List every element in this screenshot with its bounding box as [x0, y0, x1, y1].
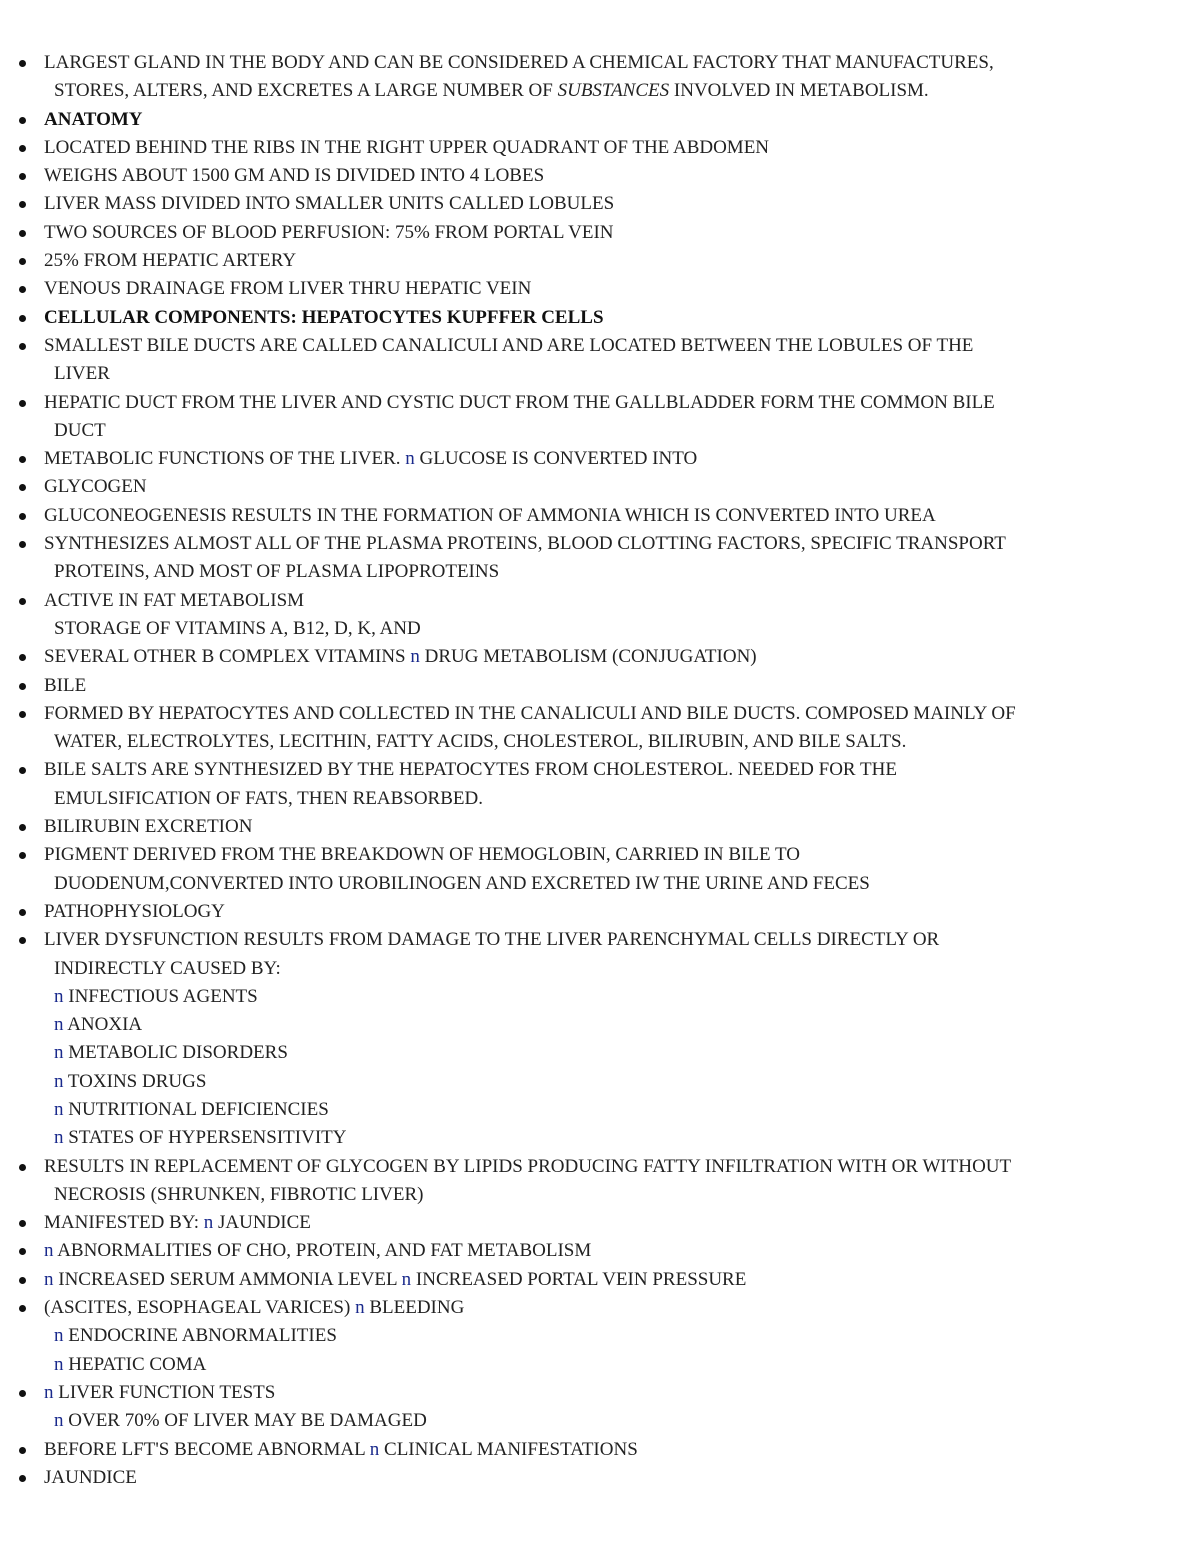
- text-segment: OVER 70% OF LIVER MAY BE DAMAGED: [63, 1410, 427, 1432]
- text-segment: 25% FROM HEPATIC ARTERY: [44, 250, 297, 272]
- bullet-item: [18, 587, 1178, 615]
- text-segment: LIVER FUNCTION TESTS: [53, 1381, 276, 1403]
- text-segment: GLUCOSE IS CONVERTED INTO: [414, 448, 698, 470]
- continuation-line: [18, 1181, 1178, 1209]
- bullet-icon: [19, 1277, 26, 1284]
- continuation-line: [18, 785, 1178, 813]
- bullet-icon: [19, 230, 26, 237]
- text-segment: GLUCONEOGENESIS RESULTS IN THE FORMATION OF AMMONIA WHICH IS CONVERTED INTO UREA: [44, 504, 936, 526]
- sub-bullet-marker: n: [401, 1268, 412, 1290]
- bullet-icon: [19, 173, 26, 180]
- bullet-item: [18, 219, 1178, 247]
- bullet-icon: [19, 598, 26, 605]
- continuation-line: [18, 417, 1178, 445]
- bullet-icon: [19, 484, 26, 491]
- bullet-item: [18, 700, 1178, 728]
- text-segment: JAUNDICE: [213, 1212, 311, 1234]
- text-segment: METABOLIC FUNCTIONS OF THE LIVER.: [44, 448, 406, 470]
- bullet-item: [18, 134, 1178, 162]
- bullet-item: [18, 49, 1178, 77]
- text-segment: SMALLEST BILE DUCTS ARE CALLED CANALICULI AND ARE LOCATED BETWEEN THE LOBULES OF THE: [44, 334, 974, 356]
- sub-bullet-marker: n: [54, 985, 64, 1007]
- bullet-icon: [19, 1248, 26, 1255]
- bullet-icon: [19, 286, 26, 293]
- text-segment: LIVER DYSFUNCTION RESULTS FROM DAMAGE TO THE LIVER PARENCHYMAL CELLS DIRECTLY OR: [44, 929, 940, 951]
- bullet-icon: [19, 315, 26, 322]
- sub-bullet-marker: n: [410, 646, 420, 668]
- sub-bullet-marker: n: [44, 1381, 54, 1403]
- text-segment: WATER, ELECTROLYTES, LECITHIN, FATTY ACIDS, CHOLESTEROL, BILIRUBIN, AND BILE SALTS.: [54, 731, 907, 753]
- sub-bullet-marker: n: [54, 1014, 64, 1036]
- sub-bullet-marker: n: [44, 1268, 54, 1290]
- bullet-icon: [19, 1305, 26, 1312]
- text-segment: ACTIVE IN FAT METABOLISM: [44, 589, 305, 611]
- bullet-item: [18, 1436, 1178, 1464]
- continuation-line: [18, 870, 1178, 898]
- bullet-item: [18, 1294, 1178, 1322]
- bullet-item: [18, 898, 1178, 926]
- continuation-line: [18, 1407, 1178, 1435]
- bullet-item: [18, 389, 1178, 417]
- heading-text: ANATOMY: [44, 108, 143, 130]
- bullet-item: [18, 502, 1178, 530]
- text-segment: INCREASED SERUM AMMONIA LEVEL: [53, 1268, 402, 1290]
- sub-bullet-marker: n: [203, 1212, 214, 1234]
- text-segment: LIVER: [54, 363, 110, 385]
- text-segment: STATES OF HYPERSENSITIVITY: [63, 1127, 347, 1149]
- bullet-icon: [19, 456, 26, 463]
- text-segment: ENDOCRINE ABNORMALITIES: [63, 1325, 337, 1347]
- text-segment: WEIGHS ABOUT 1500 GM AND IS DIVIDED INTO 4 LOBES: [44, 165, 545, 187]
- bullet-item: [18, 106, 1178, 134]
- text-segment: NUTRITIONAL DEFICIENCIES: [63, 1098, 329, 1120]
- continuation-line: [18, 1322, 1178, 1350]
- text-segment: CLINICAL MANIFESTATIONS: [379, 1438, 638, 1460]
- text-segment: VENOUS DRAINAGE FROM LIVER THRU HEPATIC VEIN: [44, 278, 532, 300]
- bullet-icon: [19, 909, 26, 916]
- text-segment: INFECTIOUS AGENTS: [63, 985, 258, 1007]
- continuation-line: [18, 1124, 1178, 1152]
- sub-bullet-marker: n: [54, 1127, 64, 1149]
- bullet-icon: [19, 1220, 26, 1227]
- continuation-line: [18, 728, 1178, 756]
- bullet-icon: [19, 683, 26, 690]
- bullet-item: [18, 1464, 1178, 1492]
- bullet-item: [18, 275, 1178, 303]
- bullet-icon: [19, 1447, 26, 1454]
- text-segment: BLEEDING: [364, 1297, 465, 1319]
- bullet-icon: [19, 1475, 26, 1482]
- text-segment: HEPATIC COMA: [63, 1353, 207, 1375]
- continuation-line: [18, 360, 1178, 388]
- bullet-icon: [19, 654, 26, 661]
- bullet-icon: [19, 117, 26, 124]
- text-segment: JAUNDICE: [44, 1466, 137, 1488]
- sub-bullet-marker: n: [369, 1438, 380, 1460]
- bullet-icon: [19, 145, 26, 152]
- text-segment: INCREASED PORTAL VEIN PRESSURE: [411, 1268, 747, 1290]
- sub-bullet-marker: n: [405, 448, 415, 470]
- text-segment: STORES, ALTERS, AND EXCRETES A LARGE NUMBER OF: [54, 80, 558, 102]
- bullet-icon: [19, 258, 26, 265]
- bullet-item: [18, 247, 1178, 275]
- text-segment: NECROSIS (SHRUNKEN, FIBROTIC LIVER): [54, 1183, 424, 1205]
- continuation-line: [18, 1011, 1178, 1039]
- bullet-item: [18, 1266, 1178, 1294]
- text-segment: METABOLIC DISORDERS: [63, 1042, 288, 1064]
- text-segment: MANIFESTED BY:: [44, 1212, 204, 1234]
- continuation-line: [18, 1039, 1178, 1067]
- bullet-item: [18, 756, 1178, 784]
- text-segment: INVOLVED IN METABOLISM.: [669, 80, 929, 102]
- continuation-line: [18, 983, 1178, 1011]
- bullet-icon: [19, 824, 26, 831]
- text-segment: DUODENUM,CONVERTED INTO UROBILINOGEN AND EXCRETED IW THE URINE AND FECES: [54, 872, 870, 894]
- bullet-item: [18, 643, 1178, 671]
- bullet-icon: [19, 852, 26, 859]
- bullet-item: [18, 672, 1178, 700]
- bullet-icon: [19, 541, 26, 548]
- bullet-icon: [19, 400, 26, 407]
- text-segment: SYNTHESIZES ALMOST ALL OF THE PLASMA PROTEINS, BLOOD CLOTTING FACTORS, SPECIFIC TRANSPORT: [44, 533, 1006, 555]
- bullet-item: [18, 332, 1178, 360]
- bullet-icon: [19, 201, 26, 208]
- bullet-item: [18, 926, 1178, 954]
- continuation-line: [18, 1068, 1178, 1096]
- bullet-item: [18, 1379, 1178, 1407]
- bullet-item: [18, 473, 1178, 501]
- text-segment: LOCATED BEHIND THE RIBS IN THE RIGHT UPPER QUADRANT OF THE ABDOMEN: [44, 136, 770, 158]
- bullet-icon: [19, 60, 26, 67]
- continuation-line: [18, 77, 1178, 105]
- text-segment: BILE: [44, 674, 87, 696]
- heading-text: CELLULAR COMPONENTS: HEPATOCYTES KUPFFER CELLS: [44, 306, 604, 328]
- text-segment: BEFORE LFT'S BECOME ABNORMAL: [44, 1438, 370, 1460]
- text-segment: LIVER MASS DIVIDED INTO SMALLER UNITS CALLED LOBULES: [44, 193, 615, 215]
- text-segment: DUCT: [54, 419, 106, 441]
- text-segment: PATHOPHYSIOLOGY: [44, 900, 225, 922]
- text-segment: STORAGE OF VITAMINS A, B12, D, K, AND: [54, 617, 421, 639]
- continuation-line: [18, 1351, 1178, 1379]
- text-segment: BILE SALTS ARE SYNTHESIZED BY THE HEPATOCYTES FROM CHOLESTEROL. NEEDED FOR THE: [44, 759, 897, 781]
- text-segment: INDIRECTLY CAUSED BY:: [54, 957, 281, 979]
- text-segment: TOXINS DRUGS: [63, 1070, 207, 1092]
- sub-bullet-marker: n: [355, 1297, 365, 1319]
- sub-bullet-marker: n: [54, 1353, 64, 1375]
- bullet-item: [18, 190, 1178, 218]
- bullet-item: [18, 530, 1178, 558]
- sub-bullet-marker: n: [54, 1325, 64, 1347]
- bullet-item: [18, 162, 1178, 190]
- text-segment: (ASCITES, ESOPHAGEAL VARICES): [44, 1297, 356, 1319]
- text-segment: ABNORMALITIES OF CHO, PROTEIN, AND FAT METABOLISM: [53, 1240, 592, 1262]
- sub-bullet-marker: n: [54, 1042, 64, 1064]
- bullet-item: [18, 1153, 1178, 1181]
- bullet-item: [18, 445, 1178, 473]
- text-segment: ANOXIA: [63, 1014, 143, 1036]
- document-body: [18, 49, 1178, 1492]
- text-segment: HEPATIC DUCT FROM THE LIVER AND CYSTIC DUCT FROM THE GALLBLADDER FORM THE COMMON BILE: [44, 391, 995, 413]
- continuation-line: [18, 615, 1178, 643]
- text-segment: GLYCOGEN: [44, 476, 147, 498]
- sub-bullet-marker: n: [54, 1070, 64, 1092]
- text-segment: PIGMENT DERIVED FROM THE BREAKDOWN OF HEMOGLOBIN, CARRIED IN BILE TO: [44, 844, 800, 866]
- bullet-icon: [19, 767, 26, 774]
- bullet-icon: [19, 937, 26, 944]
- bullet-icon: [19, 513, 26, 520]
- bullet-icon: [19, 711, 26, 718]
- text-segment: SEVERAL OTHER B COMPLEX VITAMINS: [44, 646, 411, 668]
- continuation-line: [18, 955, 1178, 983]
- bullet-item: [18, 1237, 1178, 1265]
- text-segment: SUBSTANCES: [557, 80, 670, 102]
- sub-bullet-marker: n: [54, 1410, 64, 1432]
- bullet-item: [18, 841, 1178, 869]
- bullet-item: [18, 1209, 1178, 1237]
- sub-bullet-marker: n: [44, 1240, 54, 1262]
- text-segment: DRUG METABOLISM (CONJUGATION): [419, 646, 757, 668]
- text-segment: RESULTS IN REPLACEMENT OF GLYCOGEN BY LIPIDS PRODUCING FATTY INFILTRATION WITH OR WITHOUT: [44, 1155, 1012, 1177]
- continuation-line: [18, 558, 1178, 586]
- sub-bullet-marker: n: [54, 1098, 64, 1120]
- bullet-item: [18, 813, 1178, 841]
- bullet-icon: [19, 1390, 26, 1397]
- bullet-item: [18, 304, 1178, 332]
- bullet-icon: [19, 1164, 26, 1171]
- continuation-line: [18, 1096, 1178, 1124]
- text-segment: PROTEINS, AND MOST OF PLASMA LIPOPROTEINS: [54, 561, 500, 583]
- text-segment: EMULSIFICATION OF FATS, THEN REABSORBED.: [54, 787, 483, 809]
- bullet-icon: [19, 343, 26, 350]
- text-segment: TWO SOURCES OF BLOOD PERFUSION: 75% FROM PORTAL VEIN: [44, 221, 614, 243]
- text-segment: FORMED BY HEPATOCYTES AND COLLECTED IN THE CANALICULI AND BILE DUCTS. COMPOSED MAINLY OF: [44, 702, 1016, 724]
- text-segment: BILIRUBIN EXCRETION: [44, 816, 253, 838]
- text-segment: LARGEST GLAND IN THE BODY AND CAN BE CONSIDERED A CHEMICAL FACTORY THAT MANUFACTURES,: [44, 52, 994, 73]
